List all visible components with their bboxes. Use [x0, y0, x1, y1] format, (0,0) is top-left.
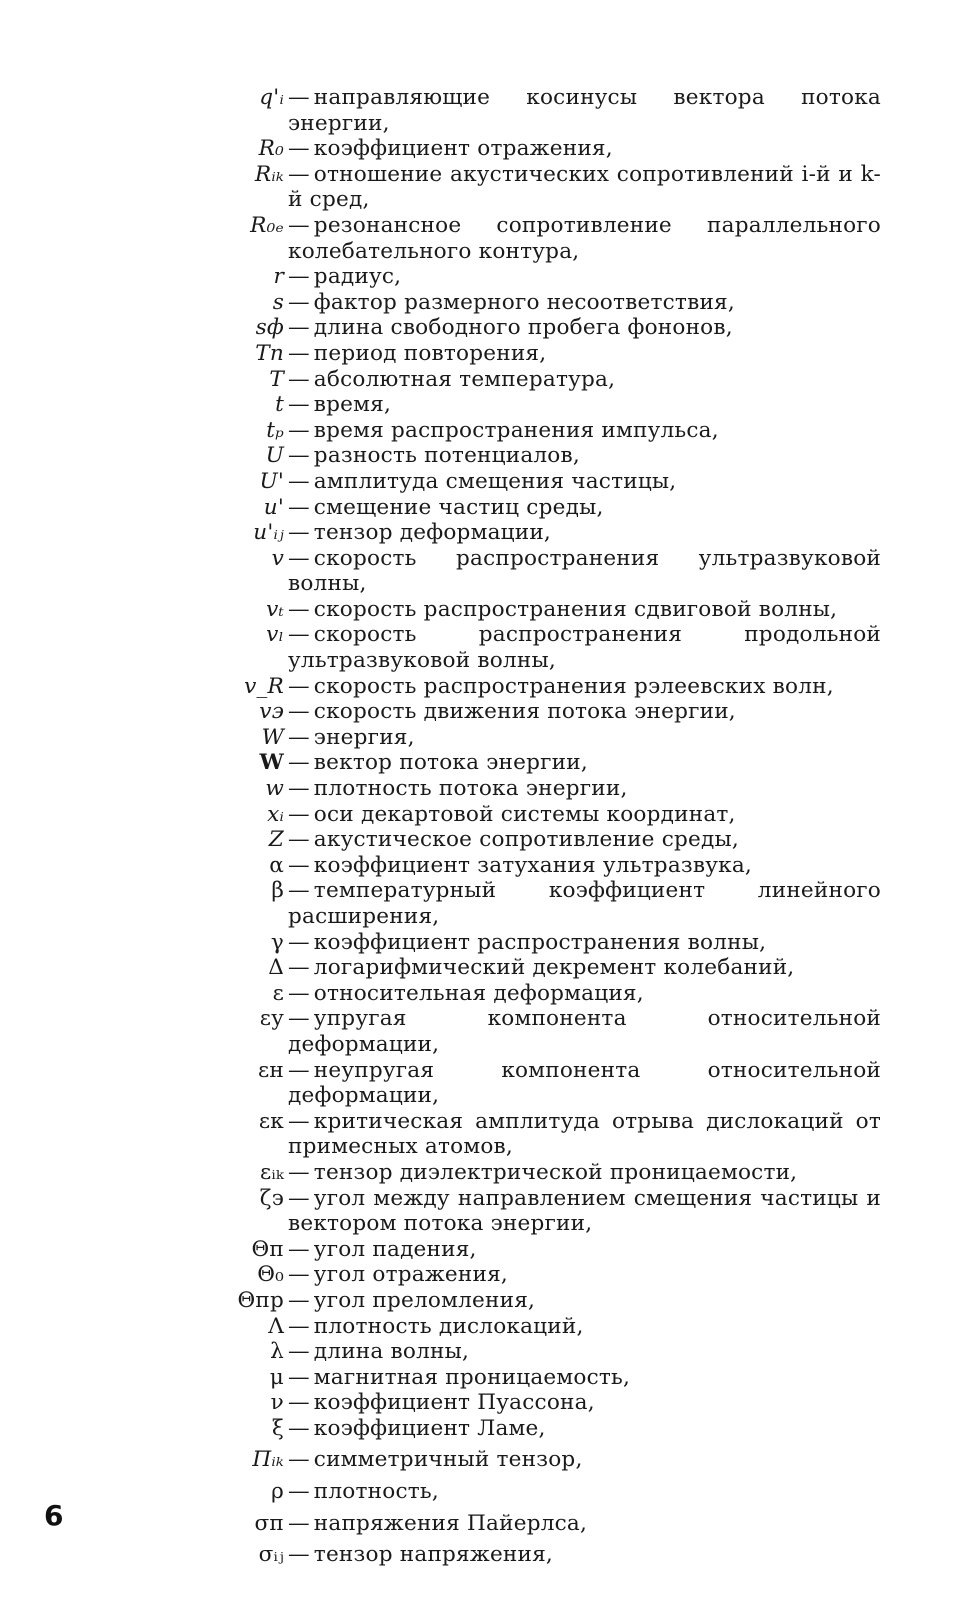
symbol-glossary — [196, 85, 881, 1568]
glossary-entry — [196, 1416, 881, 1442]
glossary-entry — [196, 622, 881, 673]
entry-definition: — логарифмический декремент колебаний, — [288, 955, 795, 981]
entry-definition: — время распространения импульса, — [288, 417, 719, 443]
entry-definition: — коэффициент распространения волны, — [288, 929, 767, 955]
glossary-entry — [196, 264, 881, 290]
glossary-entry — [196, 85, 881, 136]
glossary-entry — [196, 930, 881, 956]
entry-definition: — скорость распространения ультразвуковой волны, — [288, 545, 881, 597]
entry-symbol: Tп — [255, 340, 284, 366]
entry-definition: — коэффициент Пуассона, — [288, 1390, 595, 1416]
entry-definition: — коэффициент отражения, — [288, 136, 613, 162]
entry-symbol: Rᵢₖ — [254, 161, 284, 187]
entry-symbol: γ — [270, 929, 284, 955]
entry-symbol: ν — [270, 1390, 284, 1416]
entry-definition: — скорость распространения сдвиговой волны, — [288, 596, 838, 622]
definition-text: неупругая компонента относительной деформации, — [288, 1057, 881, 1109]
definition-text: логарифмический декремент колебаний, — [313, 955, 795, 981]
entry-symbol: μ — [269, 1364, 284, 1390]
definition-text: длина волны, — [313, 1339, 470, 1365]
definition-text: скорость распространения сдвиговой волны, — [313, 596, 838, 622]
definition-text: плотность дислокаций, — [313, 1313, 584, 1339]
glossary-entry — [196, 1006, 881, 1057]
definition-text: абсолютная температура, — [313, 366, 616, 392]
glossary-entry — [196, 1479, 881, 1505]
glossary-entry — [196, 725, 881, 751]
glossary-entry — [196, 1390, 881, 1416]
glossary-entry — [196, 162, 881, 213]
entry-definition: — смещение частиц среды, — [288, 494, 604, 520]
definition-text: тензор деформации, — [313, 520, 551, 546]
entry-definition: — неупругая компонента относительной деформации, — [288, 1057, 881, 1109]
entry-symbol: ρ — [271, 1479, 284, 1505]
entry-definition: — коэффициент Ламе, — [288, 1415, 546, 1441]
definition-text: амплитуда смещения частицы, — [313, 468, 677, 494]
definition-text: угол падения, — [313, 1236, 477, 1262]
definition-text: время, — [313, 392, 392, 418]
entry-definition: — отношение акустических сопротивлений i-й и k-й сред, — [288, 161, 881, 213]
entry-definition: — угол преломления, — [288, 1287, 536, 1313]
entry-symbol: v_R — [244, 673, 284, 699]
glossary-entry — [196, 392, 881, 418]
entry-symbol: tₚ — [266, 417, 284, 443]
entry-symbol: Λ — [268, 1313, 284, 1339]
entry-symbol: u' — [263, 494, 284, 520]
entry-definition: — длина свободного пробега фононов, — [288, 315, 733, 341]
glossary-entry — [196, 699, 881, 725]
definition-text: радиус, — [313, 264, 402, 290]
glossary-entry — [196, 315, 881, 341]
entry-symbol: sф — [255, 315, 284, 341]
definition-text: критическая амплитуда отрыва дислокаций от примесных атомов, — [288, 1108, 881, 1160]
entry-definition: — тензор напряжения, — [288, 1542, 553, 1568]
entry-symbol: s — [272, 289, 284, 315]
definition-text: разность потенциалов, — [313, 443, 580, 469]
entry-symbol: U' — [259, 468, 284, 494]
definition-text: тензор напряжения, — [313, 1542, 553, 1568]
entry-definition: — оси декартовой системы координат, — [288, 801, 736, 827]
entry-symbol: vₜ — [266, 596, 284, 622]
entry-definition: — амплитуда смещения частицы, — [288, 468, 677, 494]
definition-text: тензор диэлектрической проницаемости, — [313, 1159, 798, 1185]
glossary-entry — [196, 802, 881, 828]
entry-symbol: α — [269, 852, 284, 878]
glossary-entry — [196, 981, 881, 1007]
entry-symbol: Δ — [268, 955, 284, 981]
glossary-entry — [196, 776, 881, 802]
definition-text: оси декартовой системы координат, — [313, 801, 736, 827]
entry-symbol: Θ₀ — [257, 1262, 284, 1288]
definition-text: угол преломления, — [313, 1287, 536, 1313]
entry-definition: — энергия, — [288, 724, 415, 750]
entry-definition: — плотность, — [288, 1479, 439, 1505]
entry-symbol: R₀ — [258, 136, 284, 162]
definition-text: угол между направлением смещения частицы и вектором потока энергии, — [288, 1185, 881, 1237]
glossary-entry — [196, 546, 881, 597]
definition-text: длина свободного пробега фононов, — [313, 315, 733, 341]
glossary-entry — [196, 1288, 881, 1314]
entry-symbol: T — [269, 366, 284, 392]
entry-definition: — длина волны, — [288, 1339, 470, 1365]
definition-text: энергия, — [313, 724, 415, 750]
glossary-entry — [196, 136, 881, 162]
entry-symbol: r — [273, 264, 284, 290]
glossary-entry — [196, 1339, 881, 1365]
entry-definition: — скорость распространения продольной ультразвуковой волны, — [288, 622, 881, 674]
glossary-entry — [196, 1511, 881, 1537]
glossary-entry — [196, 443, 881, 469]
entry-symbol: xᵢ — [267, 801, 284, 827]
entry-symbol: W — [261, 724, 284, 750]
definition-text: плотность, — [313, 1479, 439, 1505]
entry-symbol: λ — [270, 1339, 284, 1365]
definition-text: акустическое сопротивление среды, — [313, 827, 739, 853]
entry-symbol: Θпр — [237, 1287, 284, 1313]
entry-definition: — угол между направлением смещения частицы и вектором потока энергии, — [288, 1185, 881, 1237]
glossary-entry — [196, 853, 881, 879]
entry-symbol: εу — [259, 1006, 284, 1032]
glossary-entry — [196, 1262, 881, 1288]
entry-definition: — коэффициент затухания ультразвука, — [288, 852, 752, 878]
glossary-entry — [196, 597, 881, 623]
glossary-entry — [196, 1365, 881, 1391]
entry-definition: — критическая амплитуда отрыва дислокаций от примесных атомов, — [288, 1108, 881, 1160]
glossary-entry — [196, 878, 881, 929]
entry-definition: — тензор деформации, — [288, 520, 551, 546]
entry-definition: — фактор размерного несоответствия, — [288, 289, 735, 315]
entry-symbol: v — [271, 545, 284, 571]
page-number: 6 — [44, 1499, 64, 1532]
entry-definition: — разность потенциалов, — [288, 443, 580, 469]
entry-definition: — вектор потока энергии, — [288, 750, 588, 776]
entry-symbol: w — [265, 776, 284, 802]
entry-symbol: vэ — [259, 699, 284, 725]
entry-definition: — скорость движения потока энергии, — [288, 699, 736, 725]
entry-symbol: R₀ₑ — [250, 212, 284, 238]
definition-text: смещение частиц среды, — [313, 494, 604, 520]
definition-text: относительная деформация, — [313, 980, 644, 1006]
definition-text: коэффициент затухания ультразвука, — [313, 852, 752, 878]
glossary-entry — [196, 955, 881, 981]
entry-definition: — магнитная проницаемость, — [288, 1364, 631, 1390]
entry-symbol: U — [265, 443, 284, 469]
entry-symbol: Z — [268, 827, 284, 853]
entry-definition: — угол падения, — [288, 1236, 477, 1262]
glossary-entry — [196, 1160, 881, 1186]
entry-symbol: σп — [254, 1510, 284, 1536]
definition-text: период повторения, — [313, 340, 547, 366]
entry-symbol: εк — [258, 1108, 284, 1134]
glossary-entry — [196, 1058, 881, 1109]
glossary-entry — [196, 1186, 881, 1237]
definition-text: скорость распространения продольной ультразвуковой волны, — [288, 622, 881, 674]
definition-text: коэффициент распространения волны, — [313, 929, 767, 955]
entry-definition: — тензор диэлектрической проницаемости, — [288, 1159, 798, 1185]
entry-definition: — скорость распространения рэлеевских волн, — [288, 673, 834, 699]
entry-definition: — резонансное сопротивление параллельного колебательного контура, — [288, 212, 881, 264]
definition-text: упругая компонента относительной деформации, — [288, 1006, 881, 1057]
definition-text: напряжения Пайерлса, — [313, 1510, 588, 1536]
entry-definition: — температурный коэффициент линейного расширения, — [288, 878, 881, 929]
entry-definition: — относительная деформация, — [288, 980, 644, 1006]
glossary-entry — [196, 290, 881, 316]
entry-symbol: σᵢⱼ — [258, 1542, 284, 1568]
entry-definition: — направляющие косинусы вектора потока энергии, — [288, 85, 881, 136]
definition-text: коэффициент отражения, — [313, 136, 613, 162]
definition-text: фактор размерного несоответствия, — [313, 289, 735, 315]
entry-definition: — плотность дислокаций, — [288, 1313, 584, 1339]
glossary-entry — [196, 1447, 881, 1473]
entry-symbol: Πᵢₖ — [252, 1447, 284, 1473]
entry-symbol: ζэ — [259, 1185, 284, 1211]
entry-definition: — радиус, — [288, 264, 402, 290]
glossary-entry — [196, 1237, 881, 1263]
entry-symbol: t — [275, 392, 284, 418]
entry-symbol: u'ᵢⱼ — [253, 520, 284, 546]
glossary-entry — [196, 469, 881, 495]
entry-symbol: ε — [272, 980, 284, 1006]
entry-symbol: ξ — [271, 1415, 284, 1441]
entry-definition: — упругая компонента относительной деформации, — [288, 1006, 881, 1057]
glossary-entry — [196, 750, 881, 776]
definition-text: скорость распространения рэлеевских волн, — [313, 673, 834, 699]
definition-text: скорость движения потока энергии, — [313, 699, 736, 725]
definition-text: магнитная проницаемость, — [313, 1364, 631, 1390]
glossary-entry — [196, 1314, 881, 1340]
glossary-entry — [196, 495, 881, 521]
definition-text: коэффициент Ламе, — [313, 1415, 546, 1441]
glossary-entry — [196, 1542, 881, 1568]
glossary-entry — [196, 674, 881, 700]
entry-definition: — плотность потока энергии, — [288, 776, 628, 802]
definition-text: время распространения импульса, — [313, 417, 719, 443]
definition-text: скорость распространения ультразвуковой волны, — [288, 545, 881, 597]
entry-symbol: W — [259, 750, 284, 776]
entry-definition: — время, — [288, 392, 392, 418]
entry-symbol: vₗ — [266, 622, 284, 648]
entry-symbol: Θп — [251, 1236, 284, 1262]
glossary-entry — [196, 367, 881, 393]
entry-definition: — акустическое сопротивление среды, — [288, 827, 739, 853]
entry-definition: — напряжения Пайерлса, — [288, 1510, 588, 1536]
definition-text: резонансное сопротивление параллельного колебательного контура, — [288, 212, 881, 264]
glossary-entry — [196, 341, 881, 367]
entry-definition: — период повторения, — [288, 340, 547, 366]
definition-text: направляющие косинусы вектора потока энергии, — [288, 85, 881, 136]
definition-text: симметричный тензор, — [313, 1447, 583, 1473]
glossary-entry — [196, 1109, 881, 1160]
entry-symbol: εн — [258, 1057, 284, 1083]
definition-text: вектор потока энергии, — [313, 750, 588, 776]
glossary-entry — [196, 520, 881, 546]
entry-symbol: εᵢₖ — [259, 1159, 284, 1185]
entry-definition: — угол отражения, — [288, 1262, 508, 1288]
glossary-entry — [196, 418, 881, 444]
entry-definition: — абсолютная температура, — [288, 366, 616, 392]
definition-text: угол отражения, — [313, 1262, 508, 1288]
entry-symbol: β — [271, 878, 284, 904]
glossary-entry — [196, 827, 881, 853]
definition-text: отношение акустических сопротивлений i-й и k-й сред, — [288, 161, 881, 213]
glossary-entry — [196, 213, 881, 264]
entry-symbol: q'ᵢ — [259, 85, 284, 110]
entry-definition: — симметричный тензор, — [288, 1447, 583, 1473]
definition-text: коэффициент Пуассона, — [313, 1390, 595, 1416]
definition-text: температурный коэффициент линейного расширения, — [288, 878, 881, 929]
definition-text: плотность потока энергии, — [313, 776, 628, 802]
